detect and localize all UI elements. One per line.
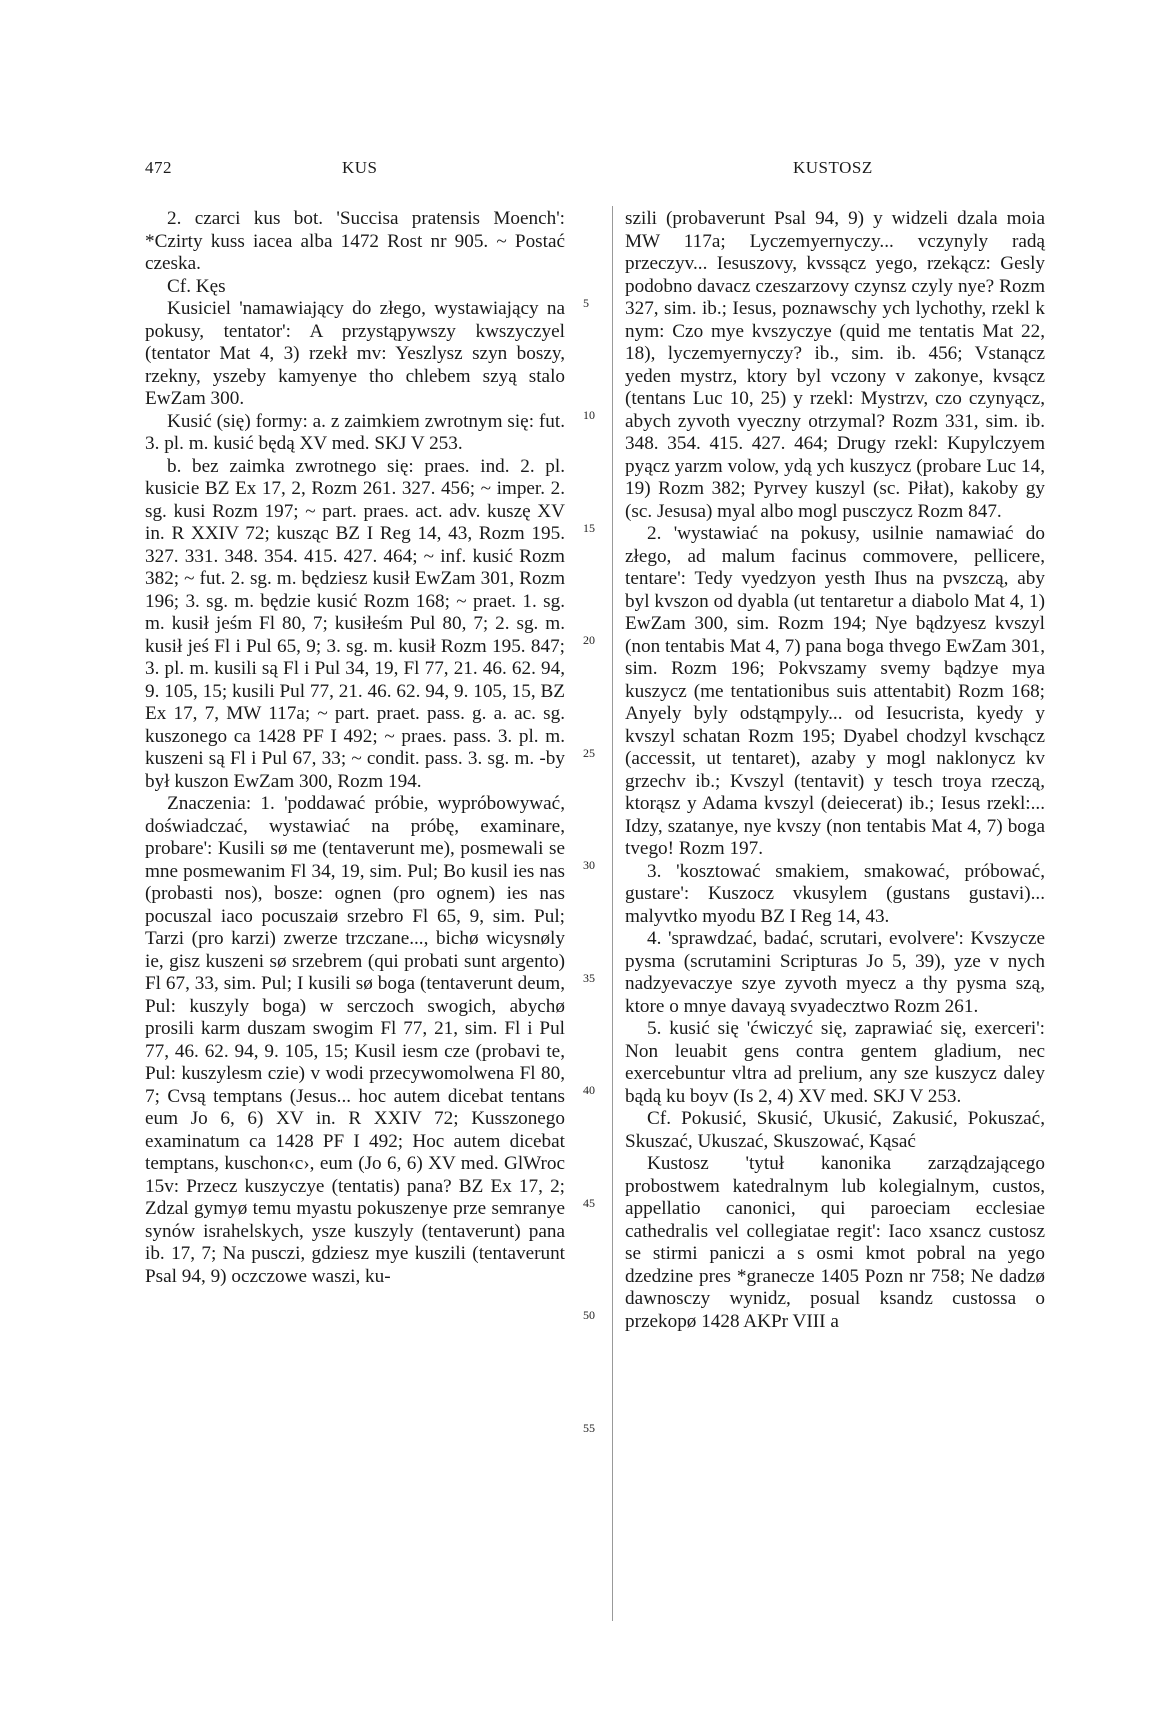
entry-kusic-continuation: szili (probaverunt Psal 94, 9) y widzeli dzala moia MW 117a; Lyczemyernyczy... vczynyly radą przeczyv... Iesuszovy, kvssącz yego, rzekącz: Gesly podobno davacz czeszarzovy czynsz czyly nye? Rozm 327, sim. ib.; Iesus, poznawschy ych lychothy, rzekl k nym: Czo mye kvszyczye (quid me tentatis Mat 22, 18), lyczemyernyczy? ib., sim. ib. 456; Vstanącz yeden mystrz, ktory byl vczony v zakonye, kvsącz (tentans Luc 10, 25) y rzekl: Mystrzv, czo czynyącz, abych zyvoth vyeczny otrzymal? Rozm 331, sim. ib. 348. 354. 415. 427. 464; Drugy rzekl: Kupylczyem pyącz yarzm volow, ydą ych kuszycz (probare Luc 14, 19) Rozm 382; Pyrvey kuszyl (sc. Piłat), kakoby gy (sc. Jesusa) myal albo mogl pusczycz Rozm 847. xyxy=(625,208,1045,522)
line-number: 55 xyxy=(583,1421,595,1435)
entry-kusic-meaning-4: 4. 'sprawdzać, badać, scrutari, evolvere': Kvszycze pysma (scrutamini Scripturas Jo 5, 39), yze v nych nadzyevaczye szye zyvoth myecz a thy pysma szą, ktore o mnye davayą svyadecztwo Rozm 261. xyxy=(625,928,1045,1017)
left-column xyxy=(145,208,565,1288)
cross-reference: Cf. Kęs xyxy=(167,275,226,297)
entry-kusic-meaning-2: 2. 'wystawiać na pokusy, usilnie namawiać do złego, ad malum facinus commovere, pellicere, tentare': Tedy vyedzyon yesth Ihus na pvszczą, aby byl kvszon od dyabla (ut tentaretur a diabolo Mat 4, 1) EwZam 300, sim. Rozm 194; Nye bądzyesz kvszyl (non tentabis Mat 4, 7) pana boga thvego EwZam 301, sim. Rozm 196; Pokvszamy svemy bądzye mya kuszycz (me tentationibus suis attentabit) Rozm 168; Anyely byly odstąmpyly... od Iesucrista, kyedy y kvszyl schatan Rozm 195; Dyabel chodzyl kvschącz (accessit, ut tentaret), azaby y mogl naklonycz kv grzechv ib.; Kvszyl (tentavit) y tesch troya rzeczą, ktorąsz y Adama kvszyl (deiecerat) ib.; Iesus rzekl:... Idzy, szatanye, nye kvszy (non tentabis Mat 4, 7) boga tvego! Rozm 197. xyxy=(625,523,1045,859)
line-number: 50 xyxy=(583,1308,595,1322)
line-number: 25 xyxy=(583,746,595,760)
entry-kustosz: Kustosz 'tytuł kanonika zarządzającego probostwem katedralnym lub kolegialnym, custos, appellatio canonici, qui paroeciam ecclesiae cathedralis vel collegiatae regit': Iaco xsancz custosz se stirmi paniczi a s osmi kmot pobral na yego dzedzine pres *granecze 1405 Pozn nr 758; Ne dadzø dawnosczy wynidz, posual ksandz custossa o przekopø 1428 AKPr VIII a xyxy=(625,1153,1045,1332)
line-number: 30 xyxy=(583,858,595,872)
column-divider xyxy=(612,206,613,1621)
right-column xyxy=(625,208,1045,1333)
page-number: 472 xyxy=(145,158,172,177)
line-number: 10 xyxy=(583,408,595,422)
entry-kusic-forms-a: Kusić (się) formy: a. z zaimkiem zwrotnym się: fut. 3. pl. m. kusić będą XV med. SKJ V 253. xyxy=(145,410,565,454)
cross-reference: Cf. Pokusić, Skusić, Ukusić, Zakusić, Pokuszać, Skuszać, Ukuszać, Skuszować, Kąsać xyxy=(625,1108,1045,1152)
line-number: 5 xyxy=(583,296,589,310)
right-running-title: KUSTOSZ xyxy=(793,158,873,177)
entry-kusic-meaning-5: 5. kusić się 'ćwiczyć się, zaprawiać się, exerceri': Non leuabit gens contra gentem gladium, nec exercebuntur vltra ad prelium, any sze kuszycz daley bądą ku boyv (Is 2, 4) XV med. SKJ V 253. xyxy=(625,1018,1045,1107)
entry-kusiciel: Kusiciel 'namawiający do złego, wystawiający na pokusy, tentator': A przystąpywszy kwszyczyel (tentator Mat 4, 3) rzekł mv: Yeszlysz szyn boszy, rzekny, yszeby kamyenye tho chlebem szyą stalo EwZam 300. xyxy=(145,298,565,409)
line-number: 45 xyxy=(583,1196,595,1210)
line-number: 35 xyxy=(583,971,595,985)
left-running-title: KUS xyxy=(342,158,378,177)
line-number: 20 xyxy=(583,633,595,647)
entry-kusic-forms-b: b. bez zaimka zwrotnego się: praes. ind. 2. pl. kusicie BZ Ex 17, 2, Rozm 261. 327. 456; ~ imper. 2. sg. kusi Rozm 197; ~ part. praes. act. adv. kuszę XV in. R XXIV 72; kusząc BZ I Reg 14, 43, Rozm 195. 327. 331. 348. 354. 415. 427. 464; ~ inf. kusić Rozm 382; ~ fut. 2. sg. m. będziesz kusił EwZam 301, Rozm 196; 3. sg. m. będzie kusić Rozm 168; ~ praet. 1. sg. m. kusił jeśm Fl 80, 7; kusiłeśm Pul 80, 7; 2. sg. m. kusił jeś Fl i Pul 65, 9; 3. sg. m. kusił Rozm 195. 847; 3. pl. m. kusili są Fl i Pul 34, 19, Fl 77, 21. 46. 62. 94, 9. 105, 15; kusili Pul 77, 21. 46. 62. 94, 9. 105, 15, BZ Ex 17, 7, MW 117a; ~ part. praet. pass. g. a. ac. sg. kuszonego ca 1428 PF I 492; ~ praes. pass. 3. pl. m. kuszeni są Fl i Pul 67, 33; ~ condit. pass. 3. sg. m. -by był kuszon EwZam 300, Rozm 194. xyxy=(145,455,565,792)
entry-kusic-meaning-1: Znaczenia: 1. 'poddawać próbie, wypróbowywać, doświadczać, wystawiać na próbę, examinare, probare': Kusili sø me (tentaverunt me), posmewali se mne posmewanim Fl 34, 19, sim. Pul; Bo kusil ies nas (probasti nos), bosze: ognen (pro ognem) ies nas pocuszal iaco pocuszaiø srzebro Fl 65, 9, sim. Pul; Tarzi (pro karzi) zwerze trzczane..., bichø wicysnøly ie, gisz kuszeni sø srzebrem (qui probati sunt argento) Fl 67, 33, sim. Pul; I kusili sø boga (tentaverunt deum, Pul: kuszyly boga) w serczoch swogich, abychø prosili karm duszam swogim Fl 77, 21, sim. Fl i Pul 77, 46. 62. 94, 9. 105, 15; Kusil iesm cze (probavi te, Pul: kuszylesm czie) v wodi przecywomolwena Fl 80, 7; Cvsą temptans (Jesus... hoc autem dicebat tentans eum Jo 6, 6) XV in. R XXIV 72; Kusszonego examinatum ca 1428 PF I 492; Hoc autem dicebat temptans, kuschon‹c›, eum (Jo 6, 6) XV med. GlWroc 15v: Przecz kuszyczye (tentatis) pana? BZ Ex 17, 2; Zdzal gymyø temu myastu pokuszenye prze semranye synów israhelskych, ysze kuszyly (tentaverunt) pana ib. 17, 7; Na pusczi, gdziesz mye kuszili (tentaverunt Psal 94, 9) oczczowe waszi, ku- xyxy=(145,793,565,1287)
entry-czarci-kus: 2. czarci kus bot. 'Succisa pratensis Moench': *Czirty kuss iacea alba 1472 Rost nr 905. ~ Postać czeska. xyxy=(145,208,565,274)
line-number: 40 xyxy=(583,1083,595,1097)
entry-kusic-meaning-3: 3. 'kosztować smakiem, smakować, próbować, gustare': Kuszocz vkusylem (gustans gustavi)... malyvtko myodu BZ I Reg 14, 43. xyxy=(625,860,1045,927)
line-number: 15 xyxy=(583,521,595,535)
